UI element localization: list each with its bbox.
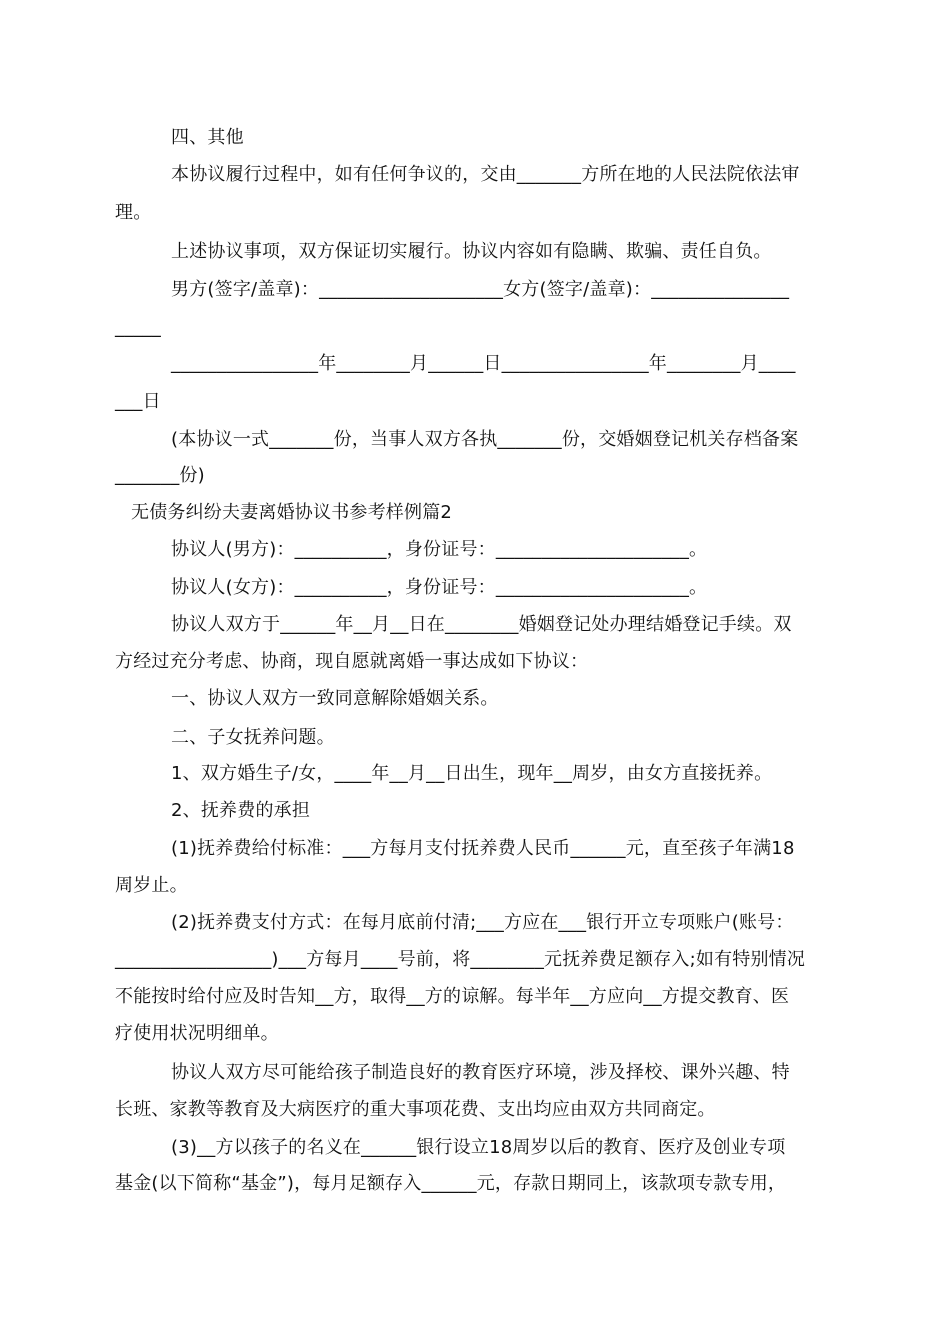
paragraph-guarantee: 上述协议事项，双方保证切实履行。协议内容如有隐瞒、欺骗、责任自负。 xyxy=(171,241,772,262)
support-payment-cont-1: _________________)___方每月____号前，将________元抚养费足额存入;如有特别情况 xyxy=(115,949,806,970)
paragraph-education: 协议人双方尽可能给孩子制造良好的教育医疗环境，涉及择校、课外兴趣、特 xyxy=(171,1062,790,1083)
date-line-cont: ___日 xyxy=(115,391,161,412)
paragraph-dispute-cont: 理。 xyxy=(115,202,152,223)
support-standard: (1)抚养费给付标准：___方每月支付抚养费人民币______元，直至孩子年满18 xyxy=(171,838,795,859)
paragraph-education-cont: 长班、家教等教育及大病医疗的重大事项花费、支出均应由双方共同商定。 xyxy=(115,1099,716,1120)
fund-clause-cont: 基金(以下简称“基金”)，每月足额存入______元，存款日期同上，该款项专款专用， xyxy=(115,1173,787,1194)
date-line: ________________年________月______日________________年________月____ xyxy=(171,353,796,374)
sample-title: 无债务纠纷夫妻离婚协议书参考样例篇2 xyxy=(131,502,453,523)
clause-2-2-heading: 2、抚养费的承担 xyxy=(171,800,311,821)
clause-2-1: 1、双方婚生子/女，____年__月__日出生，现年__周岁，由女方直接抚养。 xyxy=(171,763,773,784)
support-payment-cont-2: 不能按时给付应及时告知__方，取得__方的谅解。每半年__方应向__方提交教育、医 xyxy=(115,986,790,1007)
support-payment-cont-3: 疗使用状况明细单。 xyxy=(115,1023,279,1044)
support-payment: (2)抚养费支付方式：在每月底前付清;___方应在___银行开立专项账户(账号： xyxy=(171,912,794,933)
party-male: 协议人(男方)：__________，身份证号：_____________________。 xyxy=(171,539,708,560)
signature-line-cont: _____ xyxy=(115,317,161,338)
clause-2-heading: 二、子女抚养问题。 xyxy=(171,727,335,748)
copies-note: (本协议一式_______份，当事人双方各执_______份，交婚姻登记机关存档备案 xyxy=(171,429,799,450)
fund-clause: (3)__方以孩子的名义在______银行设立18周岁以后的教育、医疗及创业专项 xyxy=(171,1137,786,1158)
clause-1-dissolve: 一、协议人双方一致同意解除婚姻关系。 xyxy=(171,688,499,709)
party-female: 协议人(女方)：__________，身份证号：_____________________。 xyxy=(171,577,708,598)
section-heading-other: 四、其他 xyxy=(171,127,244,148)
support-standard-cont: 周岁止。 xyxy=(115,875,188,896)
signature-line: 男方(签字/盖章)：____________________女方(签字/盖章)：_______________ xyxy=(171,279,790,300)
paragraph-dispute: 本协议履行过程中，如有任何争议的，交由_______方所在地的人民法院依法审 xyxy=(171,164,800,185)
copies-note-cont: _______份) xyxy=(115,465,205,486)
paragraph-marriage-cont: 方经过充分考虑、协商，现自愿就离婚一事达成如下协议： xyxy=(115,651,589,672)
paragraph-marriage: 协议人双方于______年__月__日在________婚姻登记处办理结婚登记手续。双 xyxy=(171,614,792,635)
